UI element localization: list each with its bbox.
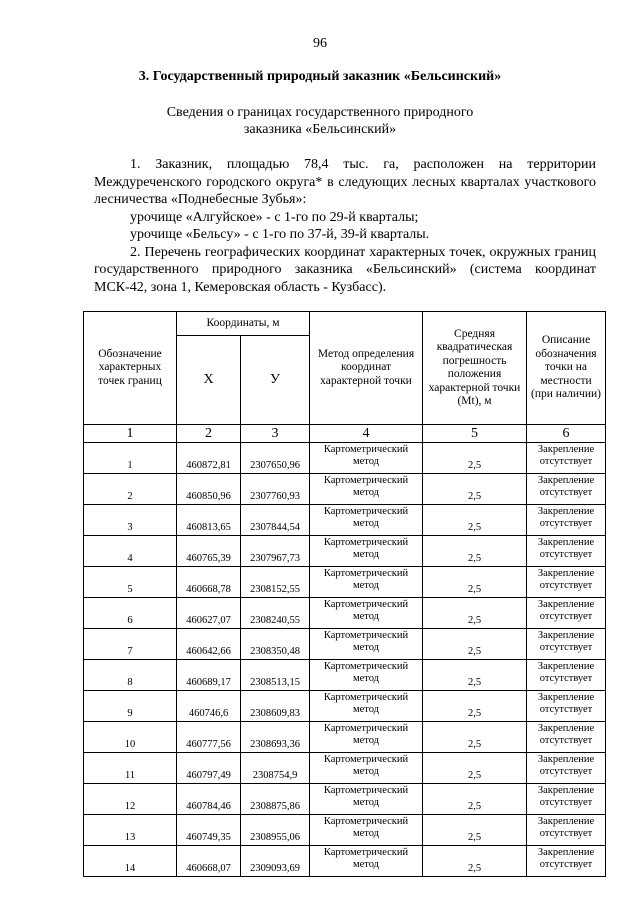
- method-cell: Картометрический метод: [310, 753, 423, 784]
- coordinate-y: 2308955,06: [241, 815, 310, 846]
- header-x: X: [177, 336, 241, 425]
- column-numbers-row: [84, 425, 606, 443]
- coordinate-x: 460813,65: [177, 505, 241, 536]
- error-cell: 2,5: [423, 598, 527, 629]
- header-y: У: [241, 336, 310, 425]
- method-cell: Картометрический метод: [310, 815, 423, 846]
- description-cell: Закрепление отсутствует: [527, 474, 606, 505]
- description-cell: Закрепление отсутствует: [527, 691, 606, 722]
- coordinate-y: 2307760,93: [241, 474, 310, 505]
- error-cell: 2,5: [423, 815, 527, 846]
- coordinate-y: 2308240,55: [241, 598, 310, 629]
- coordinate-x: 460777,56: [177, 722, 241, 753]
- method-cell: Картометрический метод: [310, 536, 423, 567]
- table-row: [84, 505, 606, 536]
- coordinates-table: [83, 311, 606, 877]
- method-cell: Картометрический метод: [310, 722, 423, 753]
- description-cell: Закрепление отсутствует: [527, 722, 606, 753]
- coordinate-x: 460668,78: [177, 567, 241, 598]
- point-number: 12: [84, 784, 177, 815]
- method-cell: Картометрический метод: [310, 660, 423, 691]
- point-number: 4: [84, 536, 177, 567]
- coordinate-y: 2308152,55: [241, 567, 310, 598]
- coordinate-x: 460850,96: [177, 474, 241, 505]
- coordinate-y: 2307844,54: [241, 505, 310, 536]
- description-cell: Закрепление отсутствует: [527, 846, 606, 877]
- coordinate-y: 2307967,73: [241, 536, 310, 567]
- body-text: [94, 156, 596, 296]
- description-cell: Закрепление отсутствует: [527, 567, 606, 598]
- point-number: 8: [84, 660, 177, 691]
- description-cell: Закрепление отсутствует: [527, 536, 606, 567]
- method-cell: Картометрический метод: [310, 691, 423, 722]
- table-row: [84, 598, 606, 629]
- coordinate-x: 460749,35: [177, 815, 241, 846]
- coordinate-x: 460627,07: [177, 598, 241, 629]
- table-row: [84, 753, 606, 784]
- description-cell: Закрепление отсутствует: [527, 629, 606, 660]
- method-cell: Картометрический метод: [310, 474, 423, 505]
- error-cell: 2,5: [423, 691, 527, 722]
- coordinate-y: 2308513,15: [241, 660, 310, 691]
- coordinate-y: 2308754,9: [241, 753, 310, 784]
- table-row: [84, 474, 606, 505]
- error-cell: 2,5: [423, 846, 527, 877]
- coordinate-x: 460765,39: [177, 536, 241, 567]
- error-cell: 2,5: [423, 660, 527, 691]
- header-point: Обозначение характерных точек границ: [84, 312, 177, 425]
- point-number: 14: [84, 846, 177, 877]
- coordinate-y: 2308609,83: [241, 691, 310, 722]
- coordinate-y: 2308693,36: [241, 722, 310, 753]
- description-cell: Закрепление отсутствует: [527, 815, 606, 846]
- column-number: 3: [241, 425, 310, 443]
- coordinate-x: 460872,81: [177, 443, 241, 474]
- paragraph-1-item-1: урочище «Алгуйское» - с 1-го по 29-й кварталы;: [130, 209, 419, 225]
- paragraph-1-rest: Междуреченского городского округа* в следующих лесных кварталах участкового лесничества «Поднебесные Зубья»:: [94, 174, 596, 207]
- table-row: [84, 567, 606, 598]
- coordinate-y: 2307650,96: [241, 443, 310, 474]
- point-number: 13: [84, 815, 177, 846]
- coordinate-x: 460642,66: [177, 629, 241, 660]
- error-cell: 2,5: [423, 536, 527, 567]
- point-number: 10: [84, 722, 177, 753]
- point-number: 2: [84, 474, 177, 505]
- point-number: 7: [84, 629, 177, 660]
- description-cell: Закрепление отсутствует: [527, 505, 606, 536]
- document-subtitle: Сведения о границах государственного природного заказника «Бельсинский»: [166, 105, 474, 137]
- table-row: [84, 691, 606, 722]
- error-cell: 2,5: [423, 443, 527, 474]
- coordinate-y: 2309093,69: [241, 846, 310, 877]
- table-row: [84, 629, 606, 660]
- coordinate-x: 460784,46: [177, 784, 241, 815]
- description-cell: Закрепление отсутствует: [527, 598, 606, 629]
- point-number: 5: [84, 567, 177, 598]
- section-title: 3. Государственный природный заказник «Бельсинский»: [138, 69, 502, 84]
- error-cell: 2,5: [423, 505, 527, 536]
- column-number: 4: [310, 425, 423, 443]
- description-cell: Закрепление отсутствует: [527, 660, 606, 691]
- paragraph-1-item-2: урочище «Бельсу» - с 1-го по 37-й, 39-й кварталы.: [130, 227, 430, 242]
- column-number: 2: [177, 425, 241, 443]
- method-cell: Картометрический метод: [310, 443, 423, 474]
- header-method: Метод определения координат характерной точки: [310, 312, 423, 425]
- coordinate-x: 460689,17: [177, 660, 241, 691]
- coordinate-y: 2308350,48: [241, 629, 310, 660]
- error-cell: 2,5: [423, 567, 527, 598]
- table-row: [84, 846, 606, 877]
- error-cell: 2,5: [423, 784, 527, 815]
- paragraph-1-line-1: 1. Заказник, площадью 78,4 тыс. га, расположен на территории: [130, 157, 596, 172]
- point-number: 1: [84, 443, 177, 474]
- column-number: 1: [84, 425, 177, 443]
- point-number: 6: [84, 598, 177, 629]
- error-cell: 2,5: [423, 753, 527, 784]
- error-cell: 2,5: [423, 474, 527, 505]
- method-cell: Картометрический метод: [310, 598, 423, 629]
- table-body: [84, 443, 606, 877]
- point-number: 3: [84, 505, 177, 536]
- point-number: 11: [84, 753, 177, 784]
- table-row: [84, 784, 606, 815]
- table-row: [84, 815, 606, 846]
- table-row: [84, 536, 606, 567]
- paragraph-2: 2. Перечень географических координат характерных точек, окружных границ государственного природного заказника «Бельсинский» (система координат МСК-42, зона 1, Кемеровская область - Кузбасс).: [94, 244, 596, 295]
- page-number: 96: [313, 36, 327, 51]
- method-cell: Картометрический метод: [310, 784, 423, 815]
- error-cell: 2,5: [423, 629, 527, 660]
- description-cell: Закрепление отсутствует: [527, 784, 606, 815]
- table-row: [84, 722, 606, 753]
- coordinate-y: 2308875,86: [241, 784, 310, 815]
- table-row: [84, 660, 606, 691]
- method-cell: Картометрический метод: [310, 629, 423, 660]
- column-number: 5: [423, 425, 527, 443]
- coordinate-x: 460746,6: [177, 691, 241, 722]
- point-number: 9: [84, 691, 177, 722]
- header-description: Описание обозначения точки на местности (при наличии): [527, 312, 606, 425]
- description-cell: Закрепление отсутствует: [527, 753, 606, 784]
- table-row: [84, 443, 606, 474]
- column-number: 6: [527, 425, 606, 443]
- error-cell: 2,5: [423, 722, 527, 753]
- header-error: Средняя квадратическая погрешность положения характерной точки (Mt), м: [423, 312, 527, 425]
- method-cell: Картометрический метод: [310, 567, 423, 598]
- description-cell: Закрепление отсутствует: [527, 443, 606, 474]
- coordinate-x: 460668,07: [177, 846, 241, 877]
- method-cell: Картометрический метод: [310, 846, 423, 877]
- header-coordinates: Координаты, м: [177, 312, 310, 336]
- coordinate-x: 460797,49: [177, 753, 241, 784]
- method-cell: Картометрический метод: [310, 505, 423, 536]
